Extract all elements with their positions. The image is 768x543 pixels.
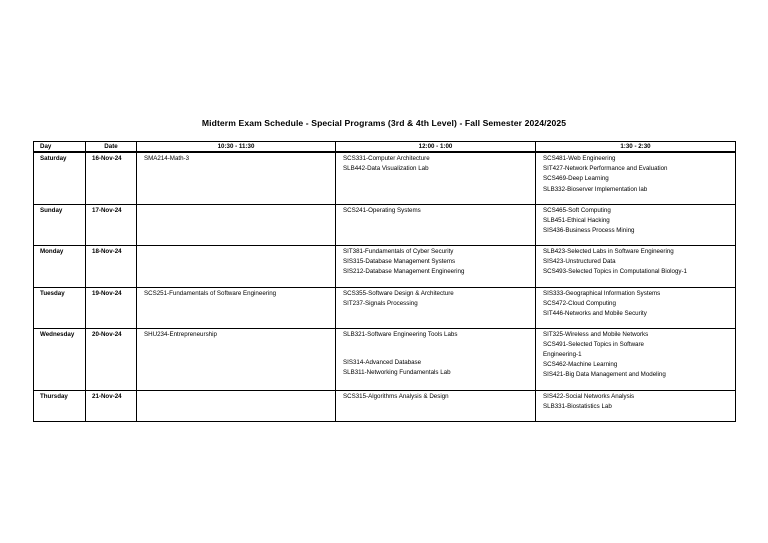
slot-3-cell <box>536 328 736 390</box>
slot-1-cell <box>137 152 336 204</box>
day-cell: Monday <box>34 245 86 287</box>
course-entry: SCS465-Soft Computing <box>543 206 611 214</box>
course-entry: SCS355-Software Design & Architecture <box>343 289 454 297</box>
date-cell: 17-Nov-24 <box>86 204 137 245</box>
course-entry: SLB442-Data Visualization Lab <box>343 165 429 173</box>
day-cell: Tuesday <box>34 287 86 328</box>
slot-1-cell <box>137 287 336 328</box>
course-entry: SIS422-Social Networks Analysis <box>543 392 635 400</box>
slot-1-cell <box>137 328 336 390</box>
course-entry: SCS469-Deep Learning <box>543 175 609 183</box>
table-row-wednesday <box>34 328 736 390</box>
slot-3-cell <box>536 287 736 328</box>
day-cell: Wednesday <box>34 328 86 390</box>
table-row-saturday <box>34 152 736 204</box>
course-entry: SIS314-Advanced Database <box>343 358 422 366</box>
slot-3-cell <box>536 152 736 204</box>
day-cell: Thursday <box>34 390 86 421</box>
table-row-thursday <box>34 390 736 421</box>
course-entry: SCS481-Web Engineering <box>543 155 616 162</box>
course-entry: SIT237-Signals Processing <box>343 299 418 307</box>
slot-2-cell <box>336 152 536 204</box>
slot-2-cell <box>336 328 536 390</box>
course-entry: SCS462-Machine Learning <box>543 361 618 369</box>
slot-3-cell <box>536 390 736 421</box>
header-slot-3: 1:30 - 2:30 <box>536 142 736 153</box>
course-entry: SIS315-Database Management Systems <box>343 257 456 265</box>
course-entry: SIS423-Unstructured Data <box>543 257 616 265</box>
date-cell: 20-Nov-24 <box>86 328 137 390</box>
table-row-sunday <box>34 204 736 245</box>
slot-2-cell <box>336 390 536 421</box>
table-row-tuesday <box>34 287 736 328</box>
slot-3-cell <box>536 204 736 245</box>
course-entry: SCS331-Computer Architecture <box>343 155 430 162</box>
course-entry: SIS212-Database Management Engineering <box>343 267 465 275</box>
course-entry: SLB311-Networking Fundamentals Lab <box>343 368 451 376</box>
course-entry: SIT427-Network Performance and Evaluation <box>543 165 668 173</box>
course-entry: SIS436-Business Process Mining <box>543 226 635 234</box>
slot-2-cell <box>336 204 536 245</box>
slot-3-cell <box>536 245 736 287</box>
header-slot-2: 12:00 - 1:00 <box>336 142 536 153</box>
table-row-monday <box>34 245 736 287</box>
day-cell: Sunday <box>34 204 86 245</box>
course-entry: SIS421-Big Data Management and Modeling <box>543 371 666 379</box>
course-entry: SCS491-Selected Topics in Software Engineering-1 <box>543 340 645 358</box>
course-entry: SLB423-Selected Labs in Software Engineering <box>543 247 674 255</box>
day-cell: Saturday <box>34 152 86 204</box>
course-entry: SCS241-Operating Systems <box>343 206 421 214</box>
slot-1-cell <box>137 204 336 245</box>
course-entry: SLB331-Biostatistics Lab <box>543 402 612 410</box>
course-entry: SCS493-Selected Topics in Computational Biology-1 <box>543 267 687 275</box>
date-cell: 21-Nov-24 <box>86 390 137 421</box>
header-day: Day <box>34 142 86 153</box>
course-entry: SIT325-Wireless and Mobile Networks <box>543 330 649 338</box>
course-entry: SLB321-Software Engineering Tools Labs <box>343 330 458 338</box>
course-entry: SIT381-Fundamentals of Cyber Security <box>343 247 454 255</box>
slot-1-cell <box>137 390 336 421</box>
course-entry: SCS472-Cloud Computing <box>543 299 616 307</box>
course-entry: SIT446-Networks and Mobile Security <box>543 309 647 317</box>
slot-1-cell <box>137 245 336 287</box>
header-slot-1: 10:30 - 11:30 <box>137 142 336 153</box>
slot-2-cell <box>336 245 536 287</box>
exam-schedule-table <box>33 141 736 422</box>
course-entry: SHU234-Entrepreneurship <box>144 330 217 338</box>
date-cell: 19-Nov-24 <box>86 287 137 328</box>
course-entry: SLB451-Ethical Hacking <box>543 216 610 224</box>
header-row <box>34 142 736 153</box>
date-cell: 18-Nov-24 <box>86 245 137 287</box>
course-entry: SMA214-Math-3 <box>144 155 190 162</box>
course-entry: SIS333-Geographical Information Systems <box>543 289 661 297</box>
course-entry: SCS315-Algorithms Analysis & Design <box>343 392 449 400</box>
header-date: Date <box>86 142 137 153</box>
date-cell: 16-Nov-24 <box>86 152 137 204</box>
course-entry: SLB332-Bioserver Implementation lab <box>543 185 648 193</box>
page-title: Midterm Exam Schedule - Special Programs (3rd & 4th Level) - Fall Semester 2024/2025 <box>201 118 567 128</box>
course-entry: SCS251-Fundamentals of Software Engineering <box>144 289 277 297</box>
slot-2-cell <box>336 287 536 328</box>
